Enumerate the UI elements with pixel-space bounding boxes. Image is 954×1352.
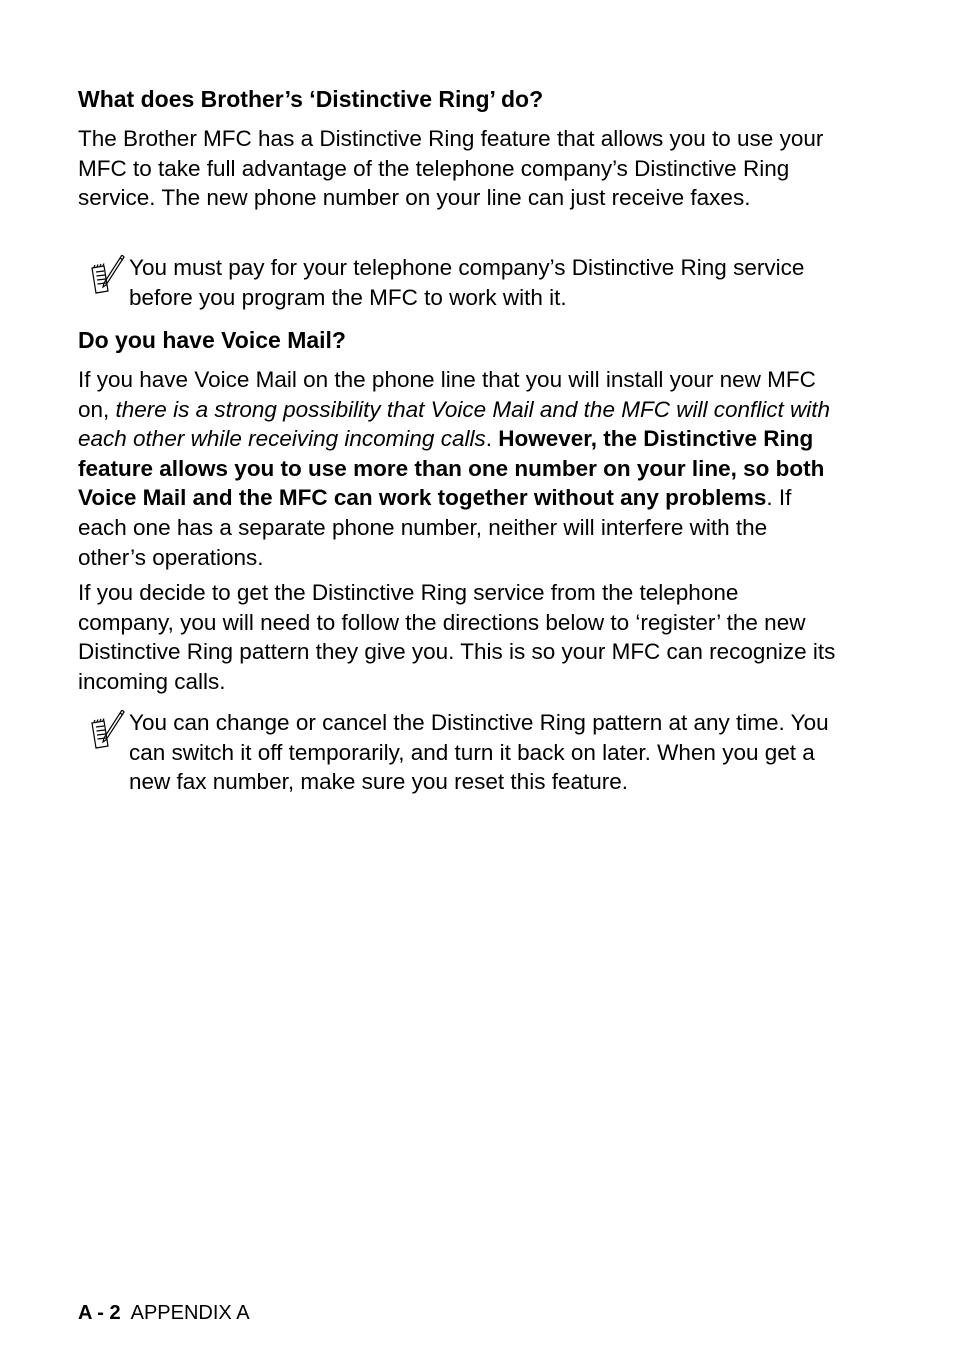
- voice-mail-text-3: . If each one has a separate phone number, neither will interfere with the other’s operations.: [78, 485, 792, 570]
- page-footer: [78, 1301, 250, 1325]
- voice-mail-text-1: If you have Voice Mail on the phone line that you will install your new MFC on,: [78, 367, 816, 422]
- voice-mail-italic-text: there is a strong possibility that Voice Mail and the MFC will conflict with each other while receiving incoming calls: [78, 396, 830, 452]
- note-pad-pencil-icon: [86, 255, 126, 295]
- note-text-pay-for-service: You must pay for your telephone company’s Distinctive Ring service before you program the MFC to work with it.: [129, 255, 805, 310]
- heading-distinctive-ring: What does Brother’s ‘Distinctive Ring’ do?: [78, 86, 544, 112]
- paragraph-register-pattern: If you decide to get the Distinctive Ring service from the telephone company, you will need to follow the directions below to ‘register’ the new Distinctive Ring pattern they give you. This is so your MFC can recognize its incoming calls.: [78, 580, 836, 694]
- voice-mail-bold-text: However, the Distinctive Ring feature allows you to use more than one number on your line, so both Voice Mail and the MFC can work together without any problems: [78, 426, 825, 511]
- note-pad-pencil-icon: [86, 710, 126, 750]
- page-number: A - 2: [78, 1302, 121, 1324]
- note-text-change-pattern: You can change or cancel the Distinctive Ring pattern at any time. You can switch it off temporarily, and turn it back on later. When you get a new fax number, make sure you reset this feature.: [129, 710, 829, 795]
- voice-mail-text-2: .: [485, 426, 499, 452]
- paragraph-voice-mail-conflict: [78, 365, 838, 572]
- paragraph-distinctive-ring-intro: The Brother MFC has a Distinctive Ring feature that allows you to use your MFC to take full advantage of the telephone company’s Distinctive Ring service. The new phone number on your line can just receive faxes.: [78, 126, 824, 211]
- footer-label: APPENDIX A: [130, 1302, 250, 1324]
- heading-voice-mail: Do you have Voice Mail?: [78, 327, 346, 353]
